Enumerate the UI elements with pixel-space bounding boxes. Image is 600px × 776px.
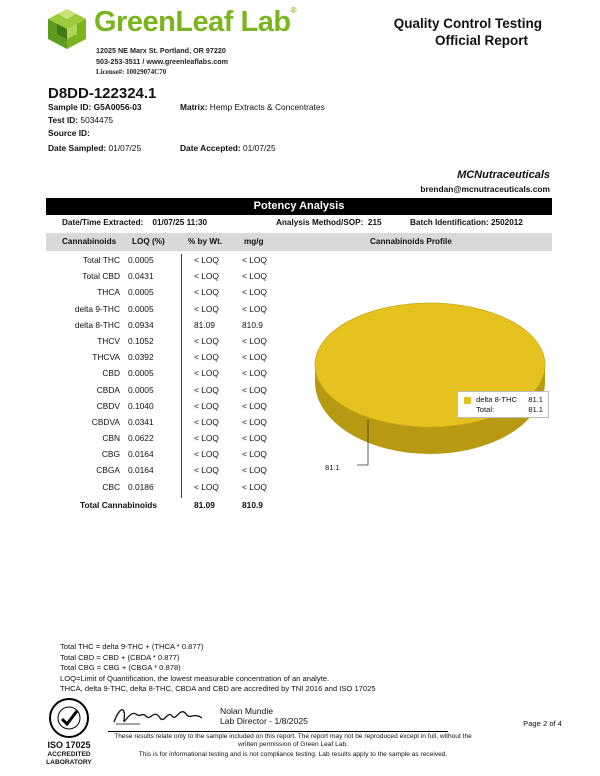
signature-line [108,731,448,732]
pct-value: < LOQ [194,433,219,444]
legend-total-label: Total: [476,405,495,414]
legend-total-value: 81.1 [528,405,543,414]
source-id-field: Source ID: [48,128,90,138]
header-cannabinoids: Cannabinoids [62,237,117,246]
mg-value: < LOQ [242,335,267,346]
sample-id-field: Sample ID: G5A0056-03 [48,102,142,112]
table-header-bar [46,233,552,251]
cannabinoid-name: CBD [102,368,120,379]
loq-value: 0.0186 [128,481,154,492]
chart-legend [457,391,549,418]
mg-value: < LOQ [242,416,267,427]
pct-value: < LOQ [194,255,219,265]
lab-contact: 503-253-3511 / www.greenleaflabs.com [96,57,228,66]
matrix-field: Matrix: Hemp Extracts & Concentrates [180,102,325,112]
cannabinoid-name: THCVA [92,352,120,363]
table-row [46,317,286,333]
table-row [46,479,286,495]
mg-value: < LOQ [242,384,267,395]
loq-value: 0.0622 [128,433,154,444]
director-signature [110,700,210,730]
loq-value: 0.1052 [128,335,154,346]
cannabinoid-name: delta 8-THC [74,319,120,330]
cannabinoid-pie-chart [300,300,560,480]
table-row [46,430,286,446]
cannabinoid-name: CBGA [96,465,120,476]
pct-value: < LOQ [194,449,219,460]
pct-value: 81.09 [194,319,215,330]
table-row [46,284,286,300]
table-row [46,382,286,398]
pct-value: < LOQ [194,384,219,395]
iso-line1: ISO 17025 [47,740,91,750]
test-id-field: Test ID: 5034475 [48,115,114,125]
pct-value: < LOQ [194,303,219,314]
date-extracted: Date/Time Extracted: 01/07/25 11:30 [62,218,208,227]
date-sampled-field: Date Sampled: 01/07/25 [48,143,142,153]
cannabinoid-name: THCA [97,287,120,298]
loq-value: 0.0164 [128,449,154,460]
mg-value: < LOQ [242,303,267,314]
table-row [46,268,286,284]
disclaimer-3: This is for informational testing and is not compliance testing. Lab results apply to the sample as received. [138,751,448,758]
loq-value: 0.0005 [128,287,154,298]
batch-identification: Batch Identification: 2502012 [410,218,523,227]
mg-value: < LOQ [242,400,267,411]
table-row [46,349,286,365]
iso-accreditation-seal-icon [40,697,98,739]
cannabinoid-name: Total THC [82,255,120,265]
lab-license: License#: 10029074C70 [96,68,167,76]
mg-value: 810.9 [242,319,263,330]
pct-value: < LOQ [194,368,219,379]
table-row [46,446,286,462]
iso-line3: LABORATORY [46,759,92,766]
legend-series-name: delta 8-THC [476,395,517,404]
note-total-cbd: Total CBD = CBD + (CBDA * 0.877) [60,652,180,662]
total-pct: 81.09 [194,500,215,510]
loq-value: 0.0005 [128,303,154,314]
disclaimer-1: These results relate only to the sample included on this report. The report may not be reproduced except in full, without the [114,733,472,740]
table-row [46,333,286,349]
pct-value: < LOQ [194,287,219,298]
mg-value: < LOQ [242,465,267,476]
signer-title: Lab Director - 1/8/2025 [220,716,308,726]
mg-value: < LOQ [242,255,267,265]
cannabinoid-name: Total CBD [82,271,120,282]
loq-value: 0.0392 [128,352,154,363]
date-accepted-field: Date Accepted: 01/07/25 [180,143,276,153]
table-row [46,414,286,430]
cannabinoid-name: CBDV [96,400,120,411]
cannabinoid-name: CBDA [96,384,120,395]
report-title-line1: Quality Control Testing [393,16,542,31]
loq-value: 0.0431 [128,271,154,282]
note-accreditation: THCA, delta 9-THC, delta 8-THC, CBDA and CBD are accredited by TNI 2016 and ISO 17025 [60,684,376,694]
loq-value: 0.1040 [128,400,154,411]
table-row [46,365,286,381]
page-number: Page 2 of 4 [523,719,562,728]
cannabinoid-name: CBG [101,449,120,460]
report-notes [60,642,376,695]
signer-block [220,706,308,726]
mg-value: < LOQ [242,481,267,492]
client-email[interactable]: brendan@mcnutraceuticals.com [420,184,550,194]
pct-value: < LOQ [194,352,219,363]
client-name: MCNutraceuticals [457,169,550,181]
logo-cube-icon [46,8,88,50]
mg-value: < LOQ [242,287,267,298]
loq-value: 0.0005 [128,368,154,379]
mg-value: < LOQ [242,449,267,460]
iso-line2: ACCREDITED [47,751,91,758]
potency-table [46,252,286,495]
legend-series-value: 81.1 [528,395,543,404]
brand-name: GreenLeaf Lab® [94,6,296,38]
pct-value: < LOQ [194,465,219,476]
loq-value: 0.0934 [128,319,154,330]
table-row [46,462,286,478]
total-mg: 810.9 [242,500,263,510]
lab-address: 12025 NE Marx St. Portland, OR 97220 [96,46,226,55]
table-row [46,252,286,268]
note-total-cbg: Total CBG = CBG + (CBGA * 0.878) [60,663,181,673]
disclaimer-2: written permission of Green Leaf Lab. [238,741,348,748]
pct-value: < LOQ [194,400,219,411]
header-mg: mg/g [244,237,264,246]
table-row [46,398,286,414]
pie-slice-label: 81.1 [325,463,340,472]
signer-name: Nolan Mundie [220,706,274,716]
header-pct: % by Wt. [188,237,223,246]
loq-value: 0.0005 [128,384,154,395]
report-title-line2: Official Report [434,33,528,48]
section-title-bar: Potency Analysis [46,198,552,215]
analysis-method: Analysis Method/SOP: 215 [276,218,382,227]
cannabinoid-name: THCV [97,335,120,346]
header-loq: LOQ (%) [132,237,165,246]
pct-value: < LOQ [194,416,219,427]
cannabinoid-name: CBC [102,481,120,492]
total-label: Total Cannabinoids [80,500,158,510]
legend-swatch [464,397,471,404]
loq-value: 0.0005 [128,255,154,265]
cannabinoid-name: CBN [102,433,120,444]
mg-value: < LOQ [242,368,267,379]
table-row [46,301,286,317]
note-loq: LOQ=Limit of Quantification, the lowest measurable concentration of an analyte. [60,673,330,683]
pct-value: < LOQ [194,481,219,492]
cannabinoid-name: delta 9-THC [74,303,120,314]
mg-value: < LOQ [242,433,267,444]
loq-value: 0.0164 [128,465,154,476]
pct-value: < LOQ [194,335,219,346]
cannabinoid-name: CBDVA [91,416,120,427]
note-total-thc: Total THC = delta 9-THC + (THCA * 0.877) [60,642,204,651]
mg-value: < LOQ [242,271,267,282]
mg-value: < LOQ [242,352,267,363]
header-profile: Cannabinoids Profile [370,237,452,246]
loq-value: 0.0341 [128,416,154,427]
pct-value: < LOQ [194,271,219,282]
report-id: D8DD-122324.1 [48,85,157,102]
